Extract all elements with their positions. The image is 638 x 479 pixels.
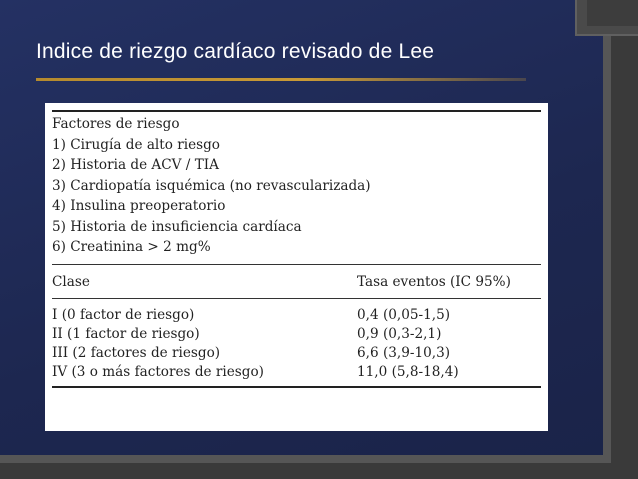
tasa-cell: 0,4 (0,05-1,5): [357, 306, 451, 323]
slide-frame-right-edge: [603, 0, 611, 479]
clase-cell: II (1 factor de riesgo): [52, 325, 200, 342]
table-row: [52, 344, 541, 363]
header-clase: Clase: [52, 273, 90, 290]
table-row: [52, 325, 541, 344]
risk-index-table: [52, 110, 541, 388]
table-row: [52, 306, 541, 325]
factors-heading: Factores de riesgo: [52, 116, 180, 132]
tasa-cell: 11,0 (5,8-18,4): [357, 363, 459, 380]
title-underline: [36, 78, 526, 81]
table-header-row: [52, 273, 541, 292]
clase-cell: I (0 factor de riesgo): [52, 306, 195, 323]
slide-frame-bottom-edge: [0, 455, 611, 463]
clase-cell: III (2 factores de riesgo): [52, 344, 221, 361]
factor-item: 2) Historia de ACV / TIA: [52, 157, 219, 173]
factor-item: 4) Insulina preoperatorio: [52, 198, 226, 214]
table-row: [52, 363, 541, 382]
factor-item: 6) Creatinina > 2 mg%: [52, 239, 211, 255]
corner-decoration-inner: [587, 0, 638, 26]
clase-cell: IV (3 o más factores de riesgo): [52, 363, 264, 380]
header-tasa: Tasa eventos (IC 95%): [357, 273, 511, 290]
tasa-cell: 6,6 (3,9-10,3): [357, 344, 451, 361]
table-bottom-rule: [52, 386, 541, 388]
factor-item: 3) Cardiopatía isquémica (no revascularizada): [52, 177, 371, 194]
factor-item: 1) Cirugía de alto riesgo: [52, 136, 220, 153]
factor-item: 5) Historia de insuficiencia cardíaca: [52, 218, 302, 235]
tasa-cell: 0,9 (0,3-2,1): [357, 325, 442, 342]
slide-title: Indice de riezgo cardíaco revisado de Lee: [36, 40, 435, 63]
